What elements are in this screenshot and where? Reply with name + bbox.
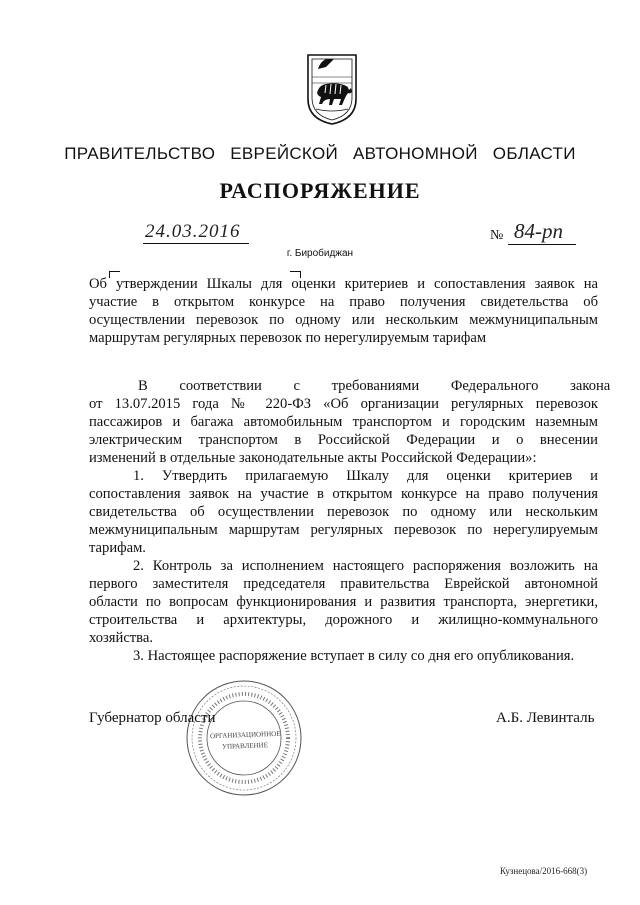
paragraph-line: области по вопросам функционирования и развития транспорта, энергетики, [89,594,598,610]
subject-line: Об утверждении Шкалы для оценки критериев и сопоставления заявок на [89,276,598,292]
document-code: Кузнецова/2016-668(3) [500,866,588,876]
paragraph-line: первого заместителя председателя правительства Еврейской автономной [89,576,598,592]
paragraph-line: тарифам. [89,540,146,556]
stamp-text: УПРАВЛЕНИЕ [221,741,269,751]
subject-line: маршрутам регулярных перевозок по нерегулируемым тарифам [89,330,487,346]
paragraph-line: хозяйства. [89,630,154,646]
signatory-title: Губернатор области [89,710,216,726]
paragraph-line: 3. Настоящее распоряжение вступает в силу со дня его опубликования. [133,648,575,664]
paragraph-line: 1. Утвердить прилагаемую Шкалу для оценки критериев и [133,468,598,484]
document-number: 84-рп [508,219,576,245]
paragraph-line: сопоставления заявок на участие в открытом конкурсе на право получения [89,486,598,502]
signatory-name: А.Б. Левинталь [496,710,595,726]
government-name: ПРАВИТЕЛЬСТВО ЕВРЕЙСКОЙ АВТОНОМНОЙ ОБЛАСТИ [64,144,576,163]
paragraph-line: строительства и архитектуры, дорожного и жилищно-коммунального [89,612,598,628]
paragraph-line: электрическим транспортом в Российской Федерации и о внесении [89,432,598,448]
paragraph-line: свидетельства об осуществлении перевозок по одному или нескольким [89,504,598,520]
paragraph-line: 2. Контроль за исполнением настоящего распоряжения возложить на [133,558,598,574]
document-number-label: № [490,228,504,243]
stamp-text: ОРГАНИЗАЦИОННОЕ [209,729,281,741]
coat-of-arms-tiger-icon [304,47,360,126]
document-city: г. Биробиджан [286,248,354,259]
paragraph-line: изменений в отдельные законодательные акты Российской Федерации»: [89,450,537,466]
subject-line: осуществлении перевозок по одному или нескольким межмуниципальным [89,312,598,328]
document-type-title: РАСПОРЯЖЕНИЕ [219,178,421,203]
paragraph-line: В соответствии с требованиями Федерального закона [138,378,611,394]
paragraph-line: межмуниципальным маршрутам регулярных перевозок по нерегулируемым [89,522,598,538]
paragraph-line: пассажиров и багажа автомобильным транспортом и городским наземным [89,414,598,430]
document-date: 24.03.2016 [143,221,249,244]
subject-line: участие в открытом конкурсе на право получения свидетельства об [89,294,598,310]
paragraph-line: от 13.07.2015 года № 220-ФЗ «Об организации регулярных перевозок [89,396,598,412]
